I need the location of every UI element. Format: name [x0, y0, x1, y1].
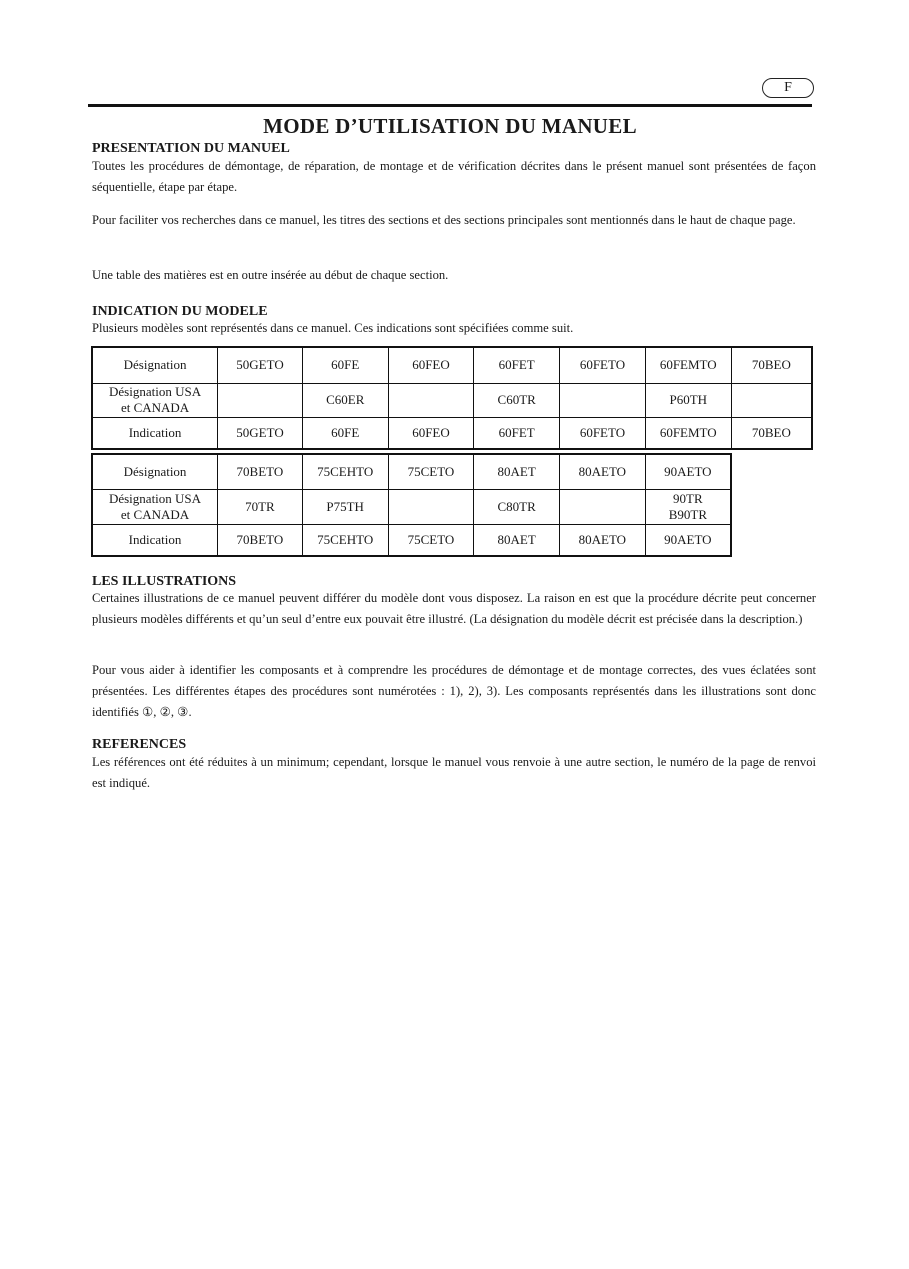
model-cell: 75CETO [388, 524, 474, 556]
model-cell: 50GETO [218, 347, 303, 383]
table-row [92, 454, 731, 489]
model-cell: 90TR B90TR [645, 489, 731, 524]
model-cell: 60FETO [560, 417, 646, 449]
model-cell: 60FETO [560, 347, 646, 383]
row-label: Désignation USA et CANADA [92, 489, 218, 524]
model-table-1 [91, 346, 813, 450]
table-row [92, 489, 731, 524]
table-row [92, 347, 812, 383]
model-cell: C60ER [302, 383, 388, 417]
model-cell: 75CEHTO [302, 524, 388, 556]
model-cell: P60TH [645, 383, 731, 417]
model-cell: 60FEMTO [645, 347, 731, 383]
model-cell: 60FET [474, 417, 560, 449]
row-label: Désignation [92, 347, 218, 383]
table-row [92, 383, 812, 417]
model-cell: 90AETO [645, 454, 731, 489]
model-cell: 60FE [302, 347, 388, 383]
table-row [92, 417, 812, 449]
heading-illustrations: LES ILLUSTRATIONS [92, 574, 237, 589]
model-cell [218, 383, 303, 417]
model-cell: 50GETO [218, 417, 303, 449]
row-label: Désignation [92, 454, 218, 489]
model-cell: 80AET [474, 524, 560, 556]
model-cell: 80AETO [559, 454, 645, 489]
model-cell [388, 489, 474, 524]
header-rule [88, 104, 812, 107]
presentation-paragraph-2: Pour faciliter vos recherches dans ce manuel, les titres des sections et des sections principales sont mentionnés dans le haut de chaque page. [92, 213, 796, 227]
model-cell: 70BEO [731, 417, 812, 449]
heading-references: REFERENCES [92, 737, 187, 752]
model-cell: 60FET [474, 347, 560, 383]
model-cell: 90AETO [645, 524, 731, 556]
model-cell: 80AETO [559, 524, 645, 556]
presentation-paragraph-3: Une table des matières est en outre insérée au début de chaque section. [92, 268, 449, 282]
model-cell: 75CETO [388, 454, 474, 489]
model-cell: 70TR [218, 489, 303, 524]
row-label: Indication [92, 417, 218, 449]
model-cell [731, 383, 812, 417]
table-row [92, 524, 731, 556]
model-cell: C80TR [474, 489, 560, 524]
heading-presentation: PRESENTATION DU MANUEL [92, 141, 290, 156]
illustrations-paragraph-1: Certaines illustrations de ce manuel peuvent différer du modèle dont vous disposez. La raison en est que la procédure décrite peut concerner plusieurs modèles différents et qu’un seul d’entre eux pouvait être illustré. (La désignation du modèle décrit est précisée dans la description.) [92, 591, 816, 626]
illustrations-paragraph-2: Pour vous aider à identifier les composants et à comprendre les procédures de démontage et de montage correctes, des vues éclatées sont présentées. Les différentes étapes des procédures sont numérotées : 1), 2), 3). Les composants représentés dans les illustrations sont donc identifiés ①, ②, ③. [92, 663, 816, 719]
model-cell: 60FEMTO [645, 417, 731, 449]
model-cell [559, 489, 645, 524]
heading-indication: INDICATION DU MODELE [92, 304, 268, 319]
model-cell: C60TR [474, 383, 560, 417]
model-cell [560, 383, 646, 417]
model-cell: 70BEO [731, 347, 812, 383]
model-cell: 60FEO [388, 417, 474, 449]
model-cell: 60FE [302, 417, 388, 449]
model-cell: 80AET [474, 454, 560, 489]
model-cell: 70BETO [218, 454, 303, 489]
references-paragraph: Les références ont été réduites à un minimum; cependant, lorsque le manuel vous renvoie à une autre section, le numéro de la page de renvoi est indiqué. [92, 755, 816, 790]
language-badge: F [762, 78, 814, 98]
model-cell: 70BETO [218, 524, 303, 556]
model-table-2 [91, 453, 732, 557]
row-label: Indication [92, 524, 218, 556]
indication-intro: Plusieurs modèles sont représentés dans ce manuel. Ces indications sont spécifiées comme suit. [92, 321, 574, 335]
presentation-paragraph-1: Toutes les procédures de démontage, de réparation, de montage et de vérification décrites dans le présent manuel sont présentées de façon séquentielle, étape par étape. [92, 159, 816, 194]
model-cell: P75TH [302, 489, 388, 524]
model-cell: 75CEHTO [302, 454, 388, 489]
model-cell: 60FEO [388, 347, 474, 383]
row-label: Désignation USA et CANADA [92, 383, 218, 417]
page-title: MODE D’UTILISATION DU MANUEL [263, 114, 637, 138]
model-cell [388, 383, 474, 417]
